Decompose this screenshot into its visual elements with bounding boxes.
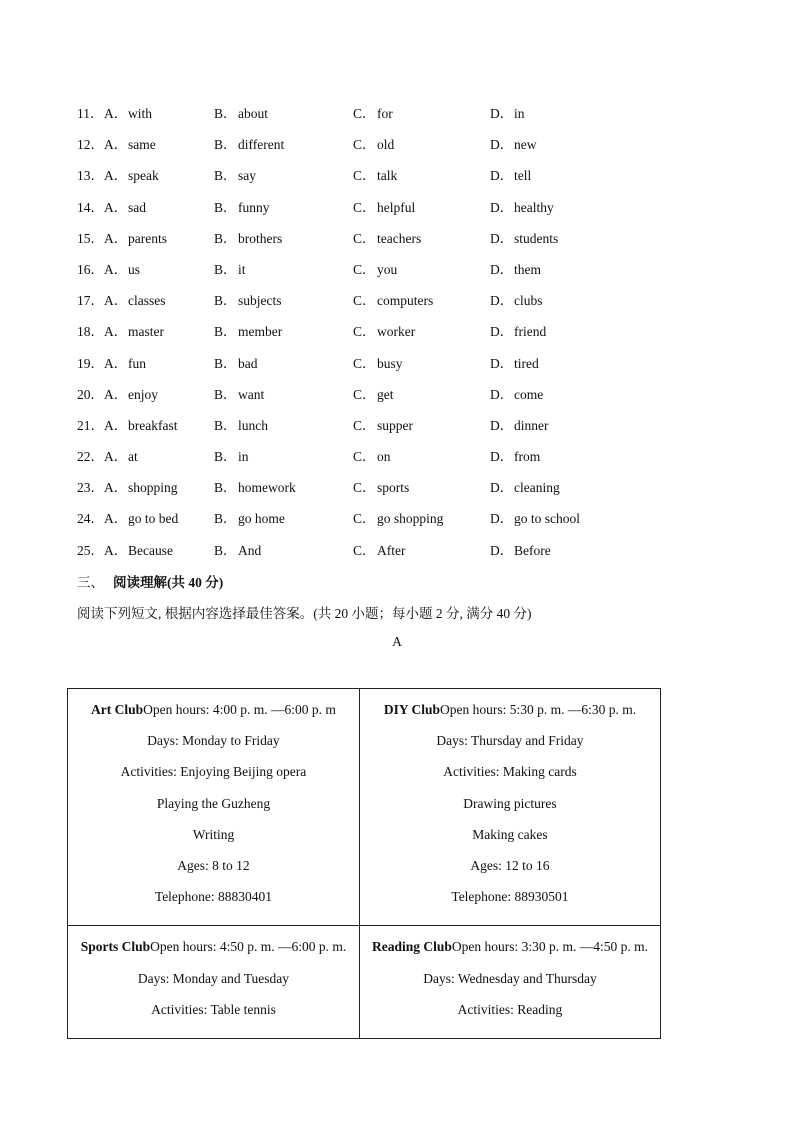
option-letter: A． (104, 449, 128, 465)
question-number: 22． (77, 449, 104, 465)
option-text: at (128, 449, 138, 465)
option-b (214, 352, 258, 372)
option-letter: C． (353, 230, 376, 246)
club-name: Art Club (91, 702, 144, 717)
option-letter: A． (104, 417, 128, 433)
option-text: it (238, 261, 246, 277)
option-b (214, 539, 261, 559)
option-text: shopping (128, 480, 178, 496)
option-text: classes (128, 293, 166, 309)
option-a (104, 289, 166, 309)
option-text: old (377, 137, 395, 153)
question-number: 12． (77, 137, 104, 153)
option-letter: A． (104, 324, 128, 340)
option-text: enjoy (128, 386, 158, 402)
question-number: 24． (77, 511, 104, 527)
option-a (104, 383, 158, 403)
option-c (353, 258, 397, 278)
option-text: tired (514, 355, 539, 371)
option-d (490, 539, 551, 559)
option-b (214, 102, 268, 122)
option-text: say (238, 168, 256, 184)
question-number: 13． (77, 168, 104, 184)
option-letter: D． (490, 137, 514, 153)
option-letter: C． (353, 106, 376, 121)
section-number: 三、 (77, 575, 104, 590)
club-days: Days: Monday and Tuesday (137, 970, 290, 986)
question-number: 18． (77, 324, 104, 340)
option-c (353, 164, 397, 184)
option-text: healthy (514, 199, 554, 215)
option-letter: C． (353, 542, 376, 558)
option-d (490, 133, 537, 153)
question-number: 23． (77, 480, 104, 496)
club-activities: Activities: Table tennis (151, 1001, 276, 1017)
option-letter: D． (490, 480, 514, 496)
club-activity: Making cakes (472, 826, 548, 842)
option-letter: C． (353, 199, 376, 215)
option-letter: C． (353, 168, 376, 184)
option-c (353, 414, 413, 434)
passage-label: A (392, 634, 402, 649)
section-title: 阅读理解(共 40 分) (113, 575, 224, 590)
option-letter: B． (214, 137, 237, 153)
option-letter: C． (353, 449, 376, 465)
option-d (490, 196, 554, 216)
club-activity: Playing the Guzheng (156, 795, 271, 811)
option-text: sad (128, 199, 146, 215)
option-d (490, 507, 580, 527)
option-text: us (128, 261, 141, 277)
option-letter: A． (104, 137, 128, 153)
option-letter: B． (214, 324, 237, 340)
option-letter: C． (353, 137, 376, 153)
club-telephone: Telephone: 88830401 (154, 889, 273, 905)
club-name: DIY Club (383, 702, 440, 717)
club-hours: Open hours: 3:30 p. m. —4:50 p. m. (451, 939, 648, 955)
option-c (353, 133, 394, 153)
option-text: go home (238, 511, 285, 527)
option-b (214, 164, 256, 184)
option-text: helpful (377, 199, 416, 215)
option-letter: A． (104, 542, 128, 558)
club-activity: Writing (192, 826, 235, 842)
option-d (490, 352, 539, 372)
question-number: 20． (77, 386, 104, 402)
option-text: bad (238, 355, 258, 371)
option-text: member (238, 324, 283, 340)
option-b (214, 320, 282, 340)
option-letter: B． (214, 261, 237, 277)
option-c (353, 320, 415, 340)
section-heading (77, 571, 223, 591)
option-b (214, 227, 282, 247)
option-text: different (238, 137, 285, 153)
option-c (353, 383, 394, 403)
option-c (353, 289, 433, 309)
option-letter: C． (353, 417, 376, 433)
option-c (353, 476, 409, 496)
option-letter: A． (104, 293, 128, 309)
option-text: go to school (514, 511, 580, 527)
option-text: After (377, 542, 406, 558)
option-letter: A． (104, 386, 128, 402)
club-hours: Open hours: 4:00 p. m. —6:00 p. m (143, 702, 336, 717)
club-activity: Drawing pictures (463, 795, 557, 811)
question-number: 19． (77, 355, 104, 371)
option-text: computers (377, 293, 434, 309)
option-letter: D． (490, 386, 514, 402)
option-letter: A． (104, 230, 128, 246)
art-club-cell (68, 689, 360, 926)
option-text: fun (128, 355, 146, 371)
option-text: teachers (377, 230, 422, 246)
club-name: Reading Club (371, 939, 452, 955)
option-b (214, 383, 264, 403)
option-letter: A． (104, 511, 128, 527)
option-text: on (377, 449, 391, 465)
question-number: 14． (77, 199, 104, 215)
club-activities: Activities: Reading (457, 1001, 563, 1017)
option-letter: D． (490, 261, 514, 277)
option-text: Before (514, 542, 551, 558)
option-text: for (377, 106, 393, 121)
club-ages: Ages: 12 to 16 (470, 857, 550, 873)
option-text: cleaning (514, 480, 560, 496)
club-days: Days: Wednesday and Thursday (423, 970, 597, 986)
option-text: lunch (238, 417, 268, 433)
option-text: talk (377, 168, 398, 184)
option-letter: D． (490, 355, 514, 371)
option-b (214, 133, 284, 153)
club-hours: Open hours: 4:50 p. m. —6:00 p. m. (150, 939, 347, 955)
option-letter: B． (214, 417, 237, 433)
option-text: busy (377, 355, 403, 371)
option-letter: C． (353, 511, 376, 527)
option-letter: D． (490, 293, 514, 309)
option-letter: C． (353, 324, 376, 340)
option-b (214, 414, 268, 434)
option-a (104, 164, 159, 184)
option-text: brothers (238, 230, 283, 246)
option-text: worker (377, 324, 416, 340)
sports-club-cell (68, 926, 360, 1039)
option-c (353, 102, 393, 122)
option-text: get (377, 386, 394, 402)
option-text: sports (377, 480, 410, 496)
option-text: want (238, 386, 265, 402)
option-b (214, 476, 296, 496)
option-c (353, 352, 403, 372)
option-letter: D． (490, 417, 514, 433)
option-b (214, 445, 249, 465)
option-letter: D． (490, 449, 514, 465)
option-letter: B． (214, 106, 237, 121)
option-text: go shopping (377, 511, 444, 527)
club-hours: Open hours: 5:30 p. m. —6:30 p. m. (439, 702, 637, 717)
option-d (490, 414, 549, 434)
option-a (104, 352, 146, 372)
option-text: students (514, 230, 559, 246)
option-text: go to bed (128, 511, 179, 527)
option-letter: A． (104, 199, 128, 215)
option-text: in (238, 449, 249, 465)
option-text: tell (514, 168, 532, 184)
option-a (104, 196, 146, 216)
option-letter: D． (490, 230, 514, 246)
option-d (490, 227, 558, 247)
option-text: them (514, 261, 541, 277)
option-a (104, 414, 177, 434)
club-name: Sports Club (80, 939, 151, 955)
option-letter: A． (104, 168, 128, 184)
option-c (353, 539, 405, 559)
option-text: parents (128, 230, 167, 246)
option-letter: B． (214, 355, 237, 371)
question-number: 16． (77, 261, 104, 277)
club-table (67, 688, 661, 1039)
club-activities: Activities: Enjoying Beijing opera (120, 764, 307, 780)
option-letter: B． (214, 293, 237, 309)
option-letter: C． (353, 480, 376, 496)
option-letter: B． (214, 168, 237, 184)
option-text: you (377, 261, 398, 277)
option-letter: D． (490, 542, 514, 558)
option-text: about (238, 106, 268, 121)
option-letter: A． (104, 355, 128, 371)
option-b (214, 289, 282, 309)
option-letter: A． (104, 261, 128, 277)
option-b (214, 196, 270, 216)
option-text: supper (377, 417, 413, 433)
option-a (104, 507, 178, 527)
option-text: funny (238, 199, 270, 215)
option-b (214, 258, 246, 278)
option-text: And (238, 542, 262, 558)
option-text: same (128, 137, 156, 153)
question-number: 15． (77, 230, 104, 246)
option-d (490, 320, 546, 340)
option-d (490, 445, 540, 465)
option-letter: A． (104, 106, 128, 121)
question-number: 11． (77, 106, 104, 121)
question-number: 21． (77, 417, 104, 433)
option-d (490, 164, 531, 184)
option-text: dinner (514, 417, 549, 433)
reading-club-cell (359, 926, 660, 1039)
option-a (104, 539, 173, 559)
option-text: Because (128, 542, 173, 558)
option-d (490, 102, 525, 122)
diy-club-cell (359, 689, 660, 926)
option-a (104, 320, 164, 340)
option-letter: A． (104, 480, 128, 496)
option-letter: B． (214, 480, 237, 496)
option-text: from (514, 449, 541, 465)
option-letter: B． (214, 542, 237, 558)
option-letter: C． (353, 386, 376, 402)
option-a (104, 133, 156, 153)
option-letter: D． (490, 106, 514, 121)
option-text: with (128, 106, 153, 121)
option-letter: D． (490, 199, 514, 215)
club-days: Days: Thursday and Friday (436, 733, 584, 749)
option-a (104, 476, 178, 496)
option-letter: C． (353, 355, 376, 371)
club-days: Days: Monday to Friday (147, 733, 280, 749)
section-instruction: 阅读下列短文, 根据内容选择最佳答案。(共 20 小题；每小题 2 分, 满分 40 分) (77, 606, 532, 621)
club-activities: Activities: Making cards (443, 764, 577, 780)
option-c (353, 445, 391, 465)
option-text: subjects (238, 293, 282, 309)
option-d (490, 258, 541, 278)
option-letter: D． (490, 168, 514, 184)
option-a (104, 102, 152, 122)
option-text: homework (238, 480, 296, 496)
question-number: 25． (77, 542, 104, 558)
table-row (68, 689, 661, 926)
option-c (353, 196, 415, 216)
club-telephone: Telephone: 88930501 (451, 889, 569, 905)
option-text: clubs (514, 293, 543, 309)
option-c (353, 507, 443, 527)
question-number: 17． (77, 293, 104, 309)
option-text: breakfast (128, 417, 178, 433)
option-b (214, 507, 285, 527)
option-letter: B． (214, 230, 237, 246)
option-letter: B． (214, 386, 237, 402)
option-text: in (514, 106, 525, 121)
option-text: speak (128, 168, 159, 184)
option-d (490, 289, 543, 309)
option-a (104, 227, 167, 247)
option-letter: D． (490, 324, 514, 340)
option-text: friend (514, 324, 547, 340)
option-text: master (128, 324, 164, 340)
option-a (104, 258, 140, 278)
option-letter: B． (214, 511, 237, 527)
option-letter: B． (214, 449, 237, 465)
option-letter: C． (353, 261, 376, 277)
option-c (353, 227, 421, 247)
option-letter: D． (490, 511, 514, 527)
club-ages: Ages: 8 to 12 (177, 857, 250, 873)
table-row (68, 926, 661, 1039)
option-d (490, 383, 543, 403)
option-d (490, 476, 560, 496)
option-text: new (514, 137, 537, 153)
option-letter: B． (214, 199, 237, 215)
option-text: come (514, 386, 544, 402)
option-letter: C． (353, 293, 376, 309)
option-a (104, 445, 138, 465)
